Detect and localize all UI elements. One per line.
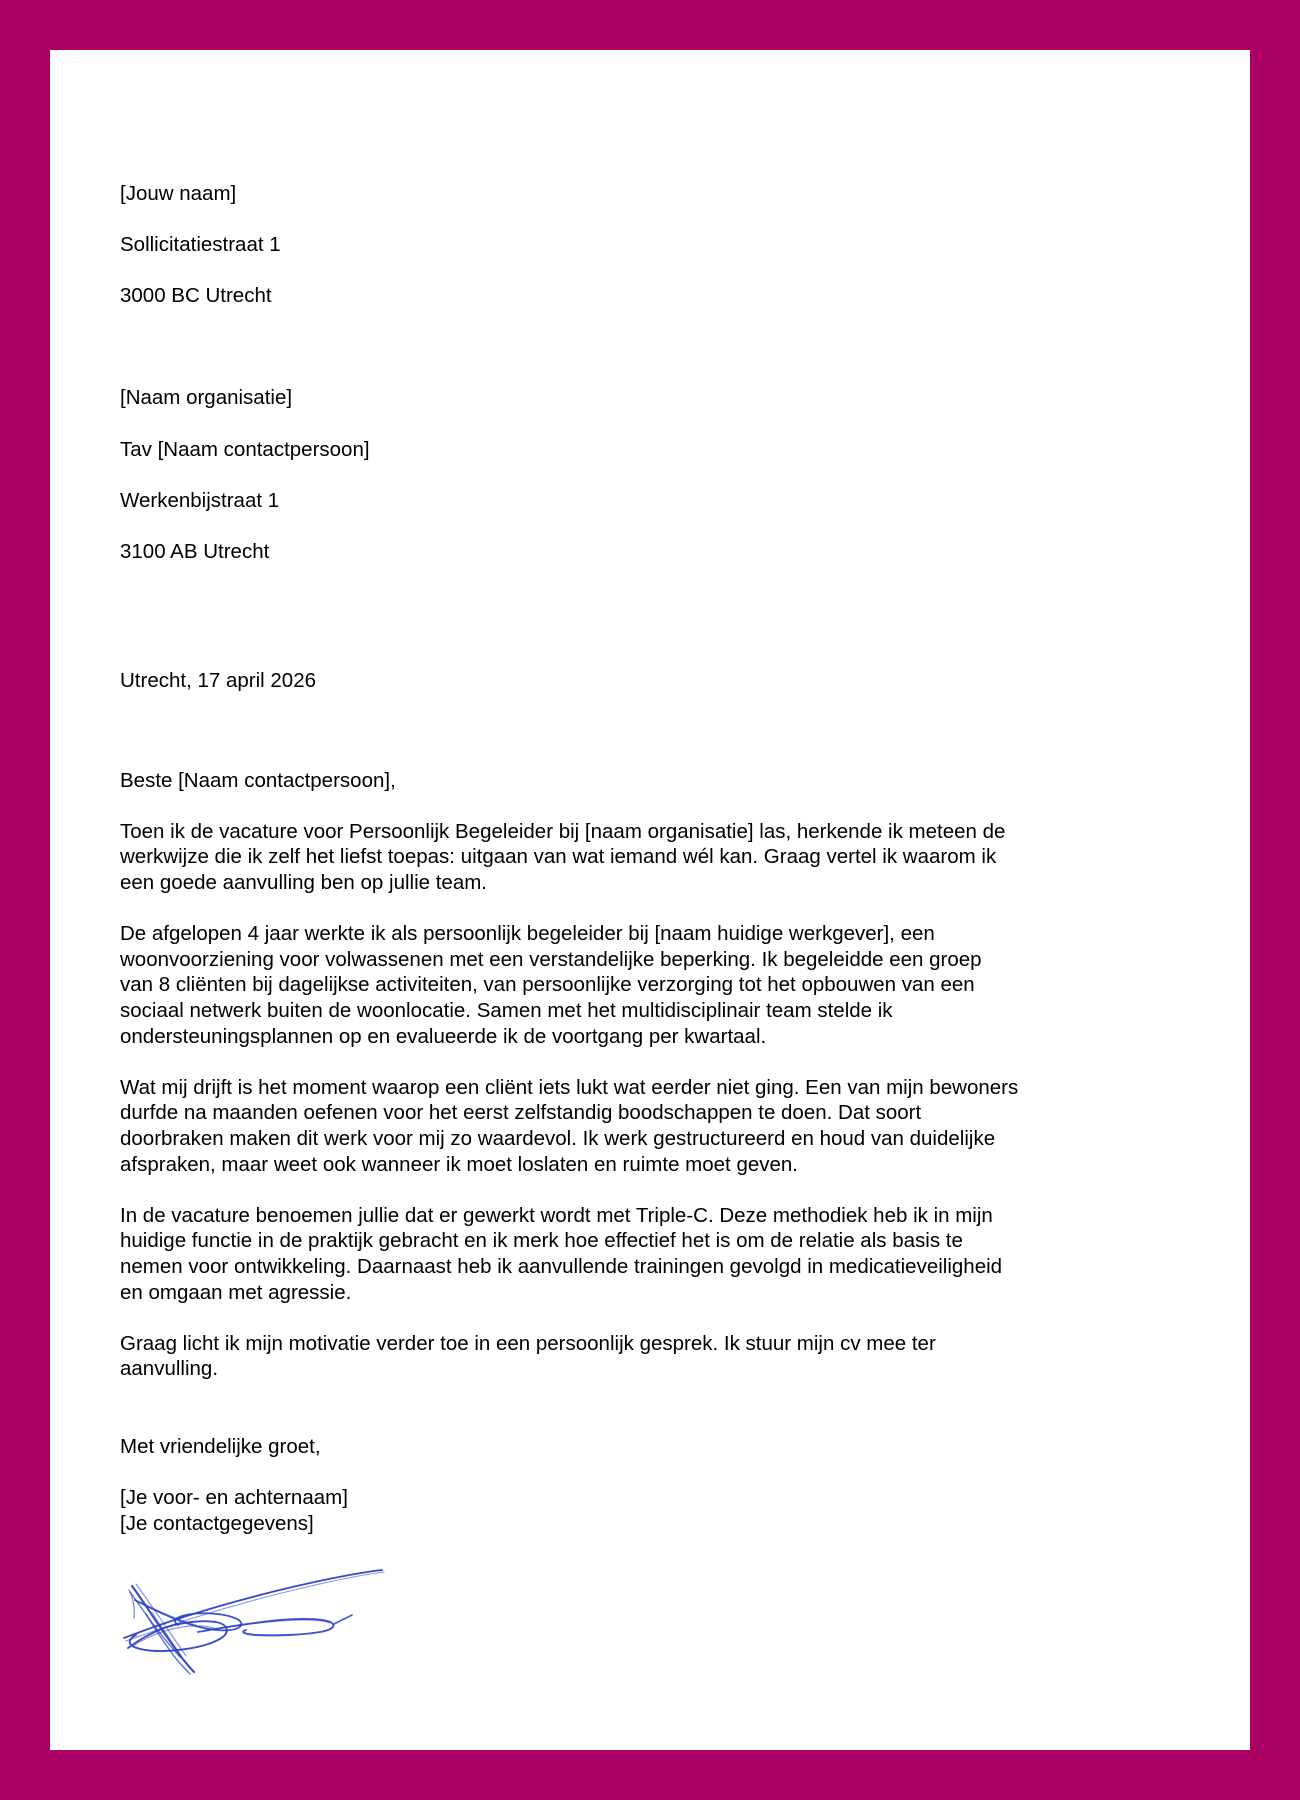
signature-name-placeholder: [Je voor- en achternaam]	[120, 1486, 348, 1510]
closing-line: Met vriendelijke groet,	[120, 1434, 321, 1458]
spacer-before-greeting	[120, 694, 1020, 768]
spacer-closing-signature	[120, 1460, 1020, 1486]
spacer-p1-p2	[120, 896, 1020, 922]
greeting-line: Beste [Naam contactpersoon],	[120, 768, 396, 792]
spacer-p2-p3	[120, 1049, 1020, 1075]
letter-content	[120, 155, 1020, 1712]
body-paragraph-5: Graag licht ik mijn motivatie verder toe in een persoonlijk gesprek. Ik stuur mijn cv mee ter aanvulling.	[120, 1331, 936, 1381]
spacer-before-date	[120, 590, 1020, 668]
body-paragraph-4: In de vacature benoemen jullie dat er gewerkt wordt met Triple-C. Deze methodiek heb ik in mijn huidige functie in de praktijk gebracht en ik merk hoe effectief het is om de relatie als basis te nemen voor ontwikkeling. Daarnaast heb ik aanvullende trainingen gevolgd in medicatieveiligheid en omgaan met agressie.	[120, 1203, 1003, 1304]
sender-name: [Jouw naam]	[120, 181, 237, 205]
spacer-p4-p5	[120, 1305, 1020, 1331]
spacer-before-closing	[120, 1382, 1020, 1434]
spacer-greeting-body	[120, 793, 1020, 819]
recipient-postal-city: 3100 AB Utrecht	[120, 539, 270, 563]
sender-street: Sollicitatiestraat 1	[120, 232, 281, 256]
recipient-street: Werkenbijstraat 1	[120, 488, 280, 512]
body-paragraph-3: Wat mij drijft is het moment waarop een cliënt iets lukt wat eerder niet ging. Een van mijn bewoners durfde na maanden oefenen voor het eerst zelfstandig boodschappen te doen. Dat soort doorbraken maken dit werk voor mij zo waardevol. Ik werk gestructureerd en houd van duidelijke afspraken, maar weet ook wanneer ik moet loslaten en ruimte moet geven.	[120, 1075, 1019, 1176]
recipient-attention: Tav [Naam contactpersoon]	[120, 437, 370, 461]
signature-name-block	[120, 1485, 1020, 1536]
spacer-p3-p4	[120, 1177, 1020, 1203]
sender-postal-city: 3000 BC Utrecht	[120, 283, 272, 307]
letter-page	[50, 50, 1250, 1750]
handwritten-signature-icon	[120, 1562, 540, 1712]
sender-address-block	[120, 155, 1020, 334]
body-paragraph-2: De afgelopen 4 jaar werkte ik als persoonlijk begeleider bij [naam huidige werkgever], een woonvoorziening voor volwassenen met een verstandelijke beperking. Ik begeleidde een groep van 8 cliënten bij dagelijkse activiteiten, van persoonlijke verzorging tot het opbouwen van een sociaal netwerk buiten de woonlocatie. Samen met het multidisciplinair team stelde ik ondersteuningsplannen op en evalueerde ik de voortgang per kwartaal.	[120, 922, 982, 1048]
recipient-organisation: [Naam organisatie]	[120, 386, 293, 410]
body-paragraph-1: Toen ik de vacature voor Persoonlijk Begeleider bij [naam organisatie] las, herkende ik meteen de werkwijze die ik zelf het liefst toepas: uitgaan van wat iemand wél kan. Graag vertel ik waarom ik een goede aanvulling ben op jullie team.	[120, 819, 1006, 895]
signature-svg	[120, 1562, 420, 1682]
recipient-address-block	[120, 360, 1020, 590]
date-line: Utrecht, 17 april 2026	[120, 669, 317, 693]
spacer-after-sender	[120, 334, 1020, 360]
signature-contact-placeholder: [Je contactgegevens]	[120, 1511, 314, 1535]
